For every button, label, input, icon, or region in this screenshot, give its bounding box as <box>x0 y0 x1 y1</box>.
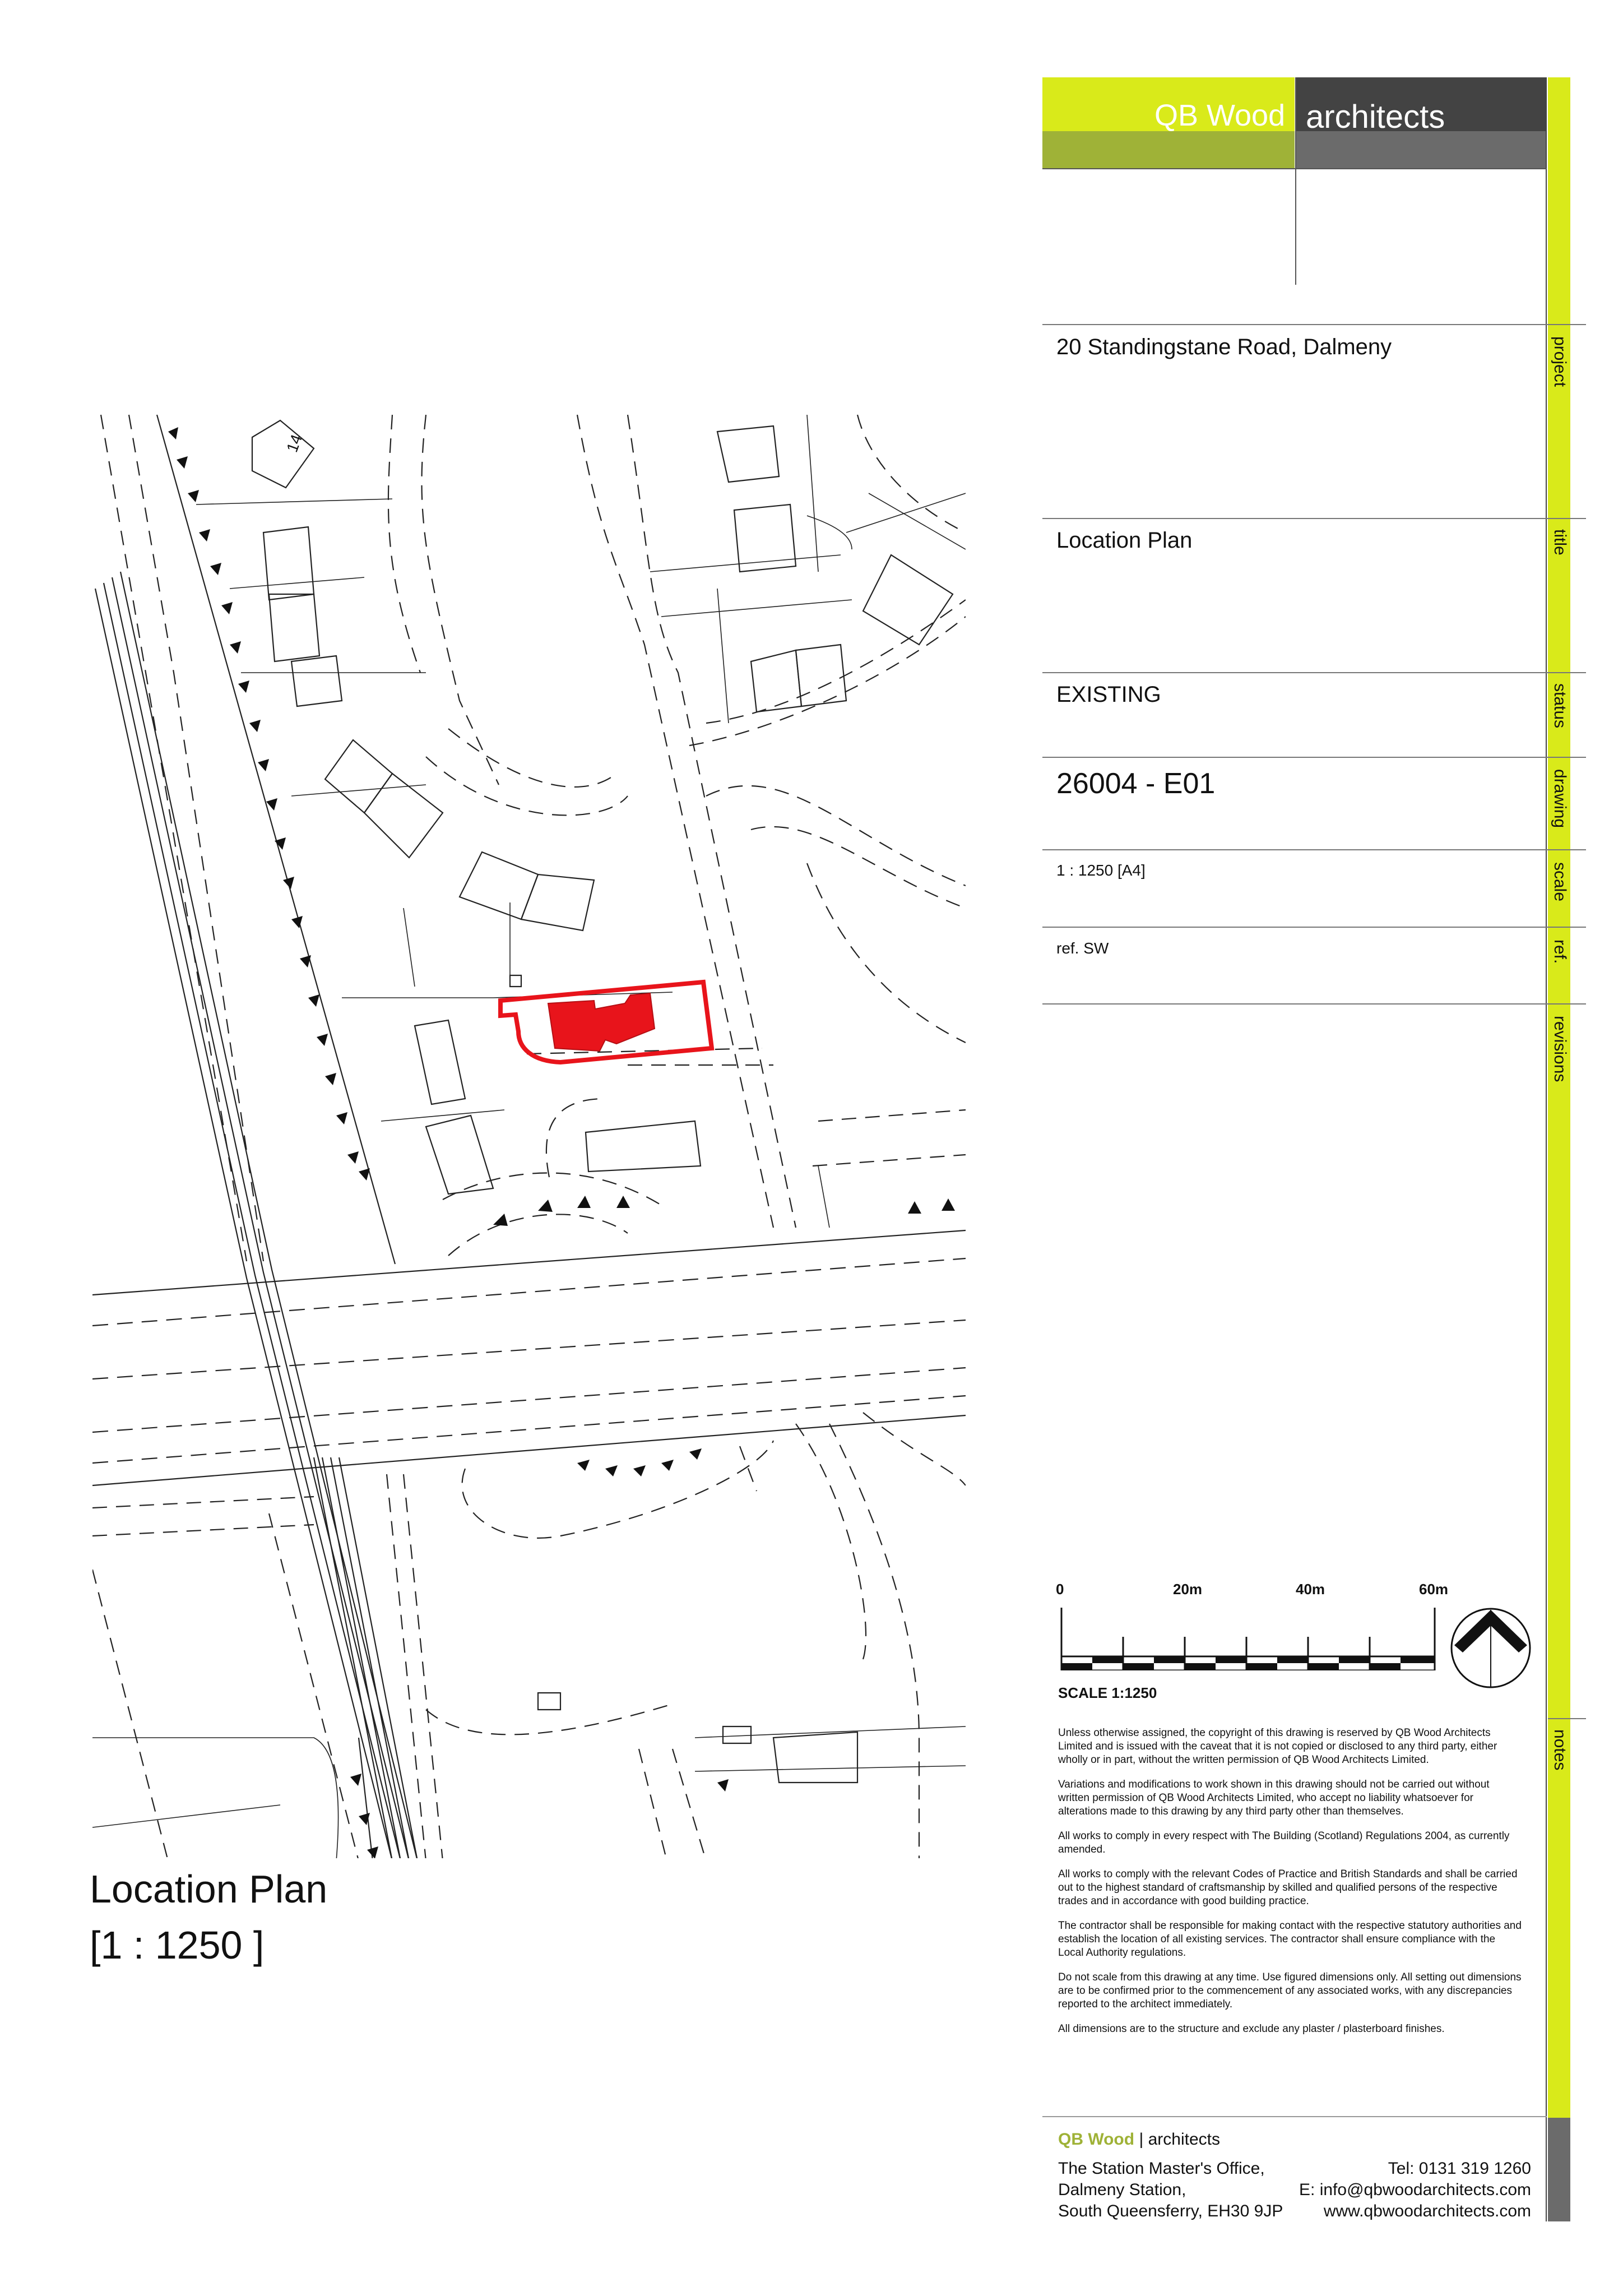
drawing-label: drawing <box>1551 769 1569 828</box>
status-value: EXISTING <box>1056 682 1161 707</box>
contact-web: www.qbwoodarchitects.com <box>1323 2202 1531 2220</box>
contact-email: E: info@qbwoodarchitects.com <box>1299 2181 1531 2199</box>
firm-suffix: architects <box>1306 99 1445 135</box>
footer-contact <box>1289 2158 1531 2222</box>
north-arrow-icon <box>1446 1603 1536 1693</box>
footer-firm-name: QB Wood <box>1058 2130 1135 2149</box>
firm-banner-gray <box>1296 131 1547 168</box>
separator <box>1042 849 1586 850</box>
note-item: All works to comply in every respect with The Building (Scotland) Regulations 2004, as currently amended. <box>1058 1830 1510 1855</box>
footpaths <box>101 415 966 1261</box>
property-boundaries <box>92 415 966 1861</box>
footpaths-lower <box>92 1413 966 1861</box>
map-caption-scale: [1 : 1250 ] <box>90 1923 265 1967</box>
separator <box>1042 2116 1547 2117</box>
revisions-label: revisions <box>1551 1016 1569 1082</box>
footer-firm-suffix: architects <box>1148 2130 1220 2149</box>
side-band-edge <box>1546 77 1547 2221</box>
banner-divider <box>1295 77 1296 285</box>
drawing-number: 26004 - E01 <box>1056 767 1216 800</box>
status-label: status <box>1551 683 1569 729</box>
ref-value: ref. SW <box>1056 939 1109 957</box>
project-value: 20 Standingstane Road, Dalmeny <box>1056 335 1392 359</box>
scale-label: scale <box>1551 862 1569 902</box>
embankment-line <box>157 415 395 1264</box>
slope-marks <box>168 427 955 1859</box>
separator <box>1042 518 1586 519</box>
separator <box>1042 1003 1586 1004</box>
scale-tick-0: 0 <box>1056 1581 1064 1598</box>
main-road <box>92 1230 966 1485</box>
title-value: Location Plan <box>1056 528 1193 553</box>
note-item: Do not scale from this drawing at any time. Use figured dimensions only. All setting out dimensions are to be confirmed prior to the commencement of any associated works, with any discrepancies reported to the architect immediately. <box>1058 1971 1522 2010</box>
contact-tel: Tel: 0131 319 1260 <box>1388 2159 1531 2178</box>
firm-name: QB Wood <box>1154 99 1286 132</box>
separator <box>1042 672 1586 673</box>
footer-firm <box>1058 2130 1220 2149</box>
separator <box>1042 757 1586 758</box>
ref-label: ref. <box>1551 939 1569 964</box>
separator <box>1042 324 1586 325</box>
project-label: project <box>1551 336 1569 387</box>
notes-label: notes <box>1551 1729 1569 1771</box>
note-item: Variations and modifications to work shown in this drawing should not be carried out without written permission of QB Wood Architects Limited, who accept no liability whatsoever for alterations made to this drawing by any third party other than themselves. <box>1058 1779 1490 1817</box>
house-number-label: 14 <box>283 432 306 455</box>
title-label: title <box>1551 529 1569 556</box>
side-band-gray <box>1548 2118 1570 2221</box>
note-item: The contractor shall be responsible for making contact with the respective statutory authorities and establish the location of all existing services. The contractor shall ensure compliance with the Local Authority regulations. <box>1058 1920 1522 1959</box>
separator <box>1042 168 1547 169</box>
address-line: South Queensferry, EH30 9JP <box>1058 2202 1283 2220</box>
scale-value: 1 : 1250 [A4] <box>1056 862 1146 879</box>
scale-tick-20: 20m <box>1173 1581 1203 1598</box>
scale-caption: SCALE 1:1250 <box>1058 1684 1157 1701</box>
buildings <box>252 420 953 1783</box>
note-item: All dimensions are to the structure and exclude any plaster / plasterboard finishes. <box>1058 2023 1445 2035</box>
footer-address <box>1058 2158 1283 2222</box>
scale-bar <box>1054 1603 1502 1670</box>
address-line: Dalmeny Station, <box>1058 2181 1186 2199</box>
scale-tick-60: 60m <box>1419 1581 1449 1598</box>
separator <box>1548 1718 1586 1719</box>
firm-banner-olive <box>1042 131 1295 168</box>
map-caption-title: Location Plan <box>90 1867 328 1911</box>
separator <box>1042 927 1586 928</box>
notes-block <box>1058 1726 1523 2047</box>
scale-tick-40: 40m <box>1296 1581 1325 1598</box>
footer-firm-separator: | <box>1139 2130 1144 2149</box>
address-line: The Station Master's Office, <box>1058 2159 1265 2178</box>
note-item: Unless otherwise assigned, the copyright of this drawing is reserved by QB Wood Architects Limited and is issued with the caveat that it is not copied or disclosed to any third party, either wholly or in part, without the written permission of QB Wood Architects Limited. <box>1058 1727 1497 1766</box>
note-item: All works to comply with the relevant Codes of Practice and British Standards and shall be carried out to the highest standard of craftsmanship by skilled and qualified persons of the respective trades and in accordance with good building practice. <box>1058 1868 1518 1907</box>
